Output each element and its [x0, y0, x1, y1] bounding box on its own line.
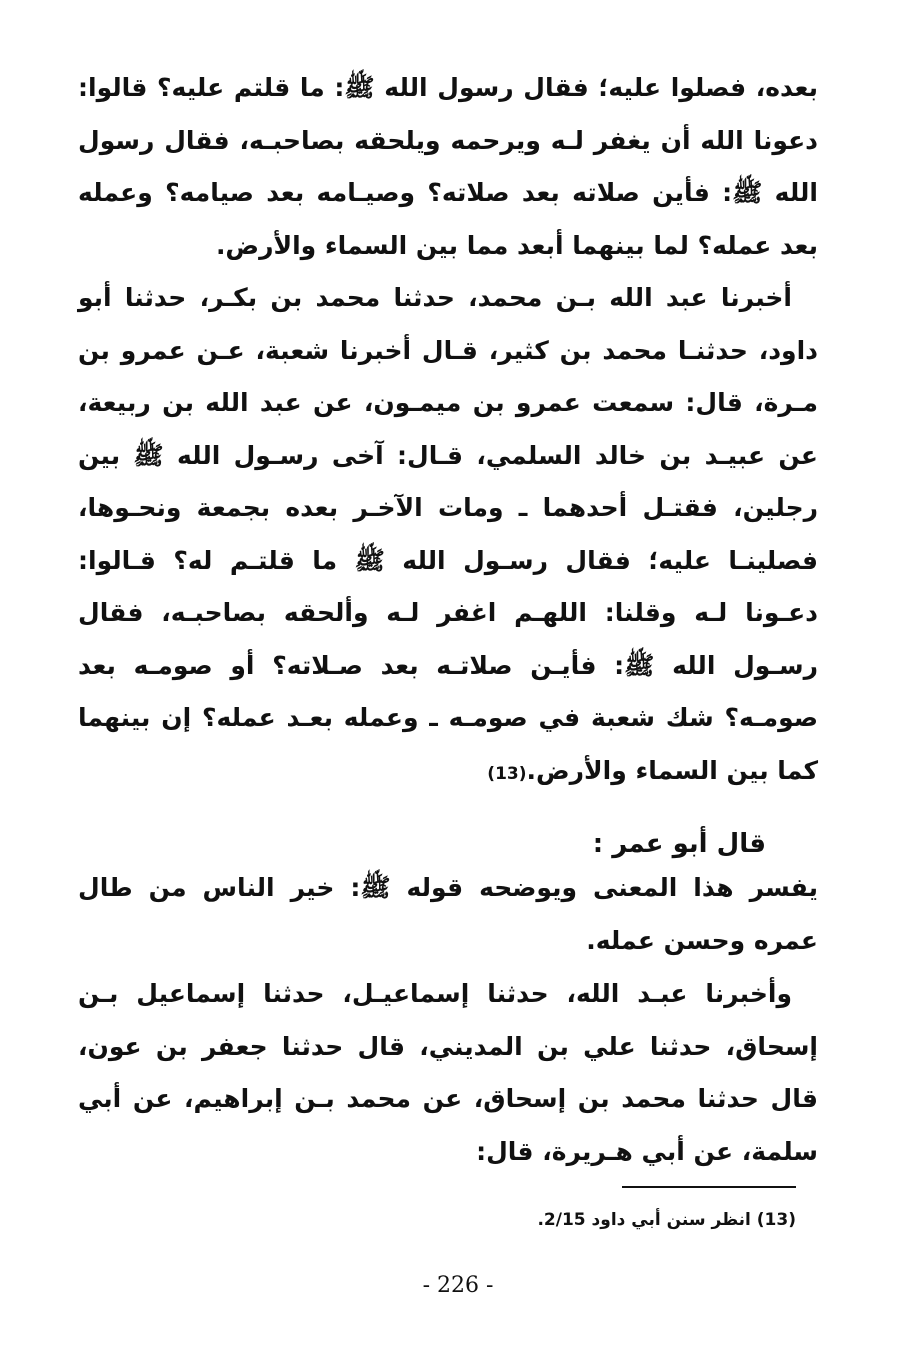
paragraph-2 [78, 272, 818, 800]
page-number: - 226 - [422, 1273, 494, 1298]
footnote-reference: (13) [487, 763, 527, 784]
section-heading: قال أبو عمر : [592, 829, 766, 859]
paragraph-2-text-wrapper [78, 272, 818, 800]
paragraph-2-text: أخبرنا عبد الله بـن محمد، حدثنا محمد بن بكـر، حدثنا أبو داود، حدثنـا محمد بن كثير، قـال أخبرنا شعبة، عـن عمرو بن مـرة، قال: سمعت عمرو بن ميمـون، عن عبد الله بن ربيعة، عن عبيـد بن خالد السلمي، قـال: آخى رسـول الله ﷺ بين رجلين، فقتـل أحدهما ـ ومات الآخـر بعده بجمعة ونحـوها، فصلينـا عليه؛ فقال رسـول الله ﷺ ما قلتـم له؟ قـالوا: دعـونا لـه وقلنا: اللهـم اغفر لـه وألحقه بصاحبـه، فقال رسـول الله ﷺ: فأيـن صلاتـه بعد صـلاته؟ أو صومـه بعد صومـه؟ شك شعبة في صومـه ـ وعمله بعـد عمله؟ إن بينهما كما بين السماء والأرض. [78, 283, 818, 785]
paragraph-4 [78, 968, 818, 1178]
paragraph-3-text: يفسر هذا المعنى ويوضحه قوله ﷺ: خير الناس من طال عمره وحسن عمله. [78, 873, 818, 955]
footnote-divider [622, 1186, 796, 1188]
paragraph-1-text: بعده، فصلوا عليه؛ فقال رسول الله ﷺ: ما قلتم عليه؟ قالوا: دعونا الله أن يغفر لـه ويرحمه ويلحقه بصاحبـه، فقال رسول الله ﷺ: فأين صلاته بعد صلاته؟ وصيـامه بعد صيامه؟ وعمله بعد عمله؟ لما بينهما أبعد مما بين السماء والأرض. [78, 73, 818, 260]
paragraph-3 [78, 862, 818, 967]
footnote: (13) انظر سنن أبي داود 2/15. [537, 1210, 796, 1230]
paragraph-1 [78, 62, 818, 272]
paragraph-4-text: وأخبرنا عبـد الله، حدثنا إسماعيـل، حدثنا إسماعيل بـن إسحاق، حدثنا علي بن المديني، قال حدثنا جعفر بن عون، قال حدثنا محمد بن إسحاق، عن محمد بـن إبراهيم، عن أبي سلمة، عن أبي هـريرة، قال: [78, 979, 818, 1166]
